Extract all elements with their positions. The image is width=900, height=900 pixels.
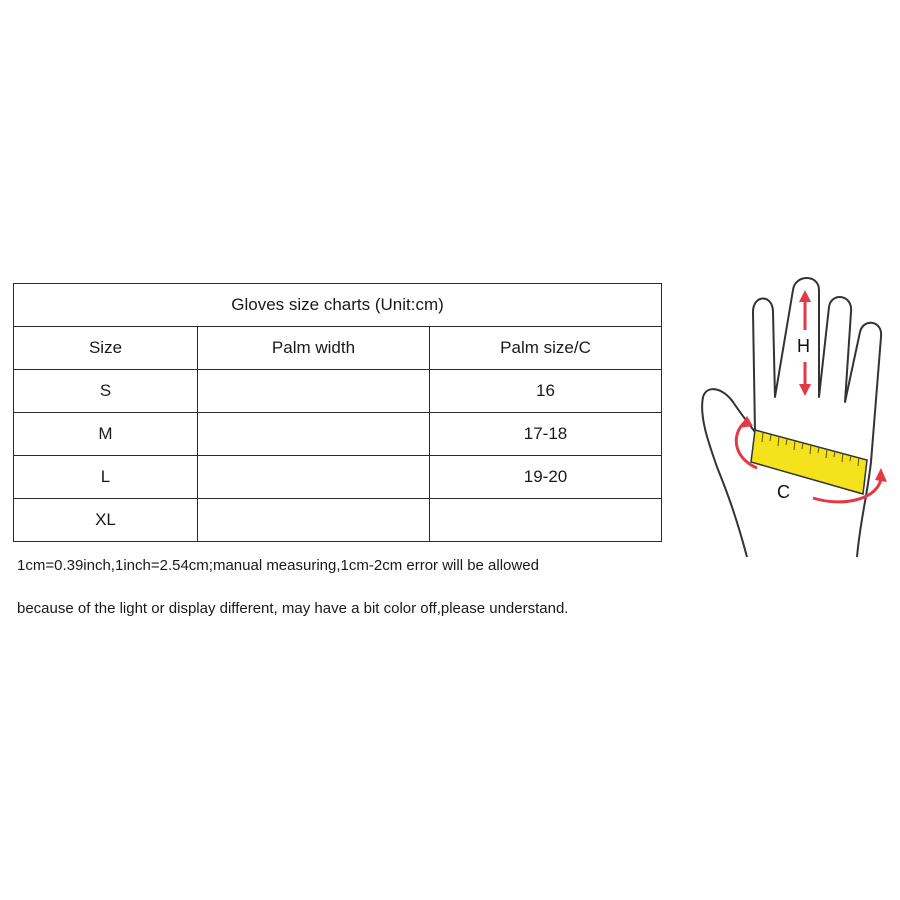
table-caption-row [14, 284, 662, 327]
cell-palm-width [198, 370, 430, 413]
cell-palm-width [198, 456, 430, 499]
circumference-label: C [777, 482, 790, 502]
cell-size: XL [14, 499, 198, 542]
header-palm-width: Palm width [198, 327, 430, 370]
cell-size: L [14, 456, 198, 499]
hand-outline [702, 278, 881, 557]
hand-measurement-illustration [695, 272, 895, 567]
table-row [14, 499, 662, 542]
header-palm-size: Palm size/C [430, 327, 662, 370]
cell-palm-size: 16 [430, 370, 662, 413]
table-header-row [14, 327, 662, 370]
cell-palm-size: 17-18 [430, 413, 662, 456]
cell-palm-width [198, 499, 430, 542]
height-label: H [797, 336, 810, 356]
table-row [14, 413, 662, 456]
cell-palm-width [198, 413, 430, 456]
conversion-note: 1cm=0.39inch,1inch=2.54cm;manual measuring,1cm-2cm error will be allowed [17, 557, 539, 574]
cell-size: M [14, 413, 198, 456]
header-size: Size [14, 327, 198, 370]
table-row [14, 456, 662, 499]
color-disclaimer-note: because of the light or display different, may have a bit color off,please understand. [17, 600, 569, 617]
table-caption: Gloves size charts (Unit:cm) [14, 284, 662, 327]
cell-size: S [14, 370, 198, 413]
size-chart-table [13, 283, 662, 542]
cell-palm-size: 19-20 [430, 456, 662, 499]
table-row [14, 370, 662, 413]
cell-palm-size [430, 499, 662, 542]
